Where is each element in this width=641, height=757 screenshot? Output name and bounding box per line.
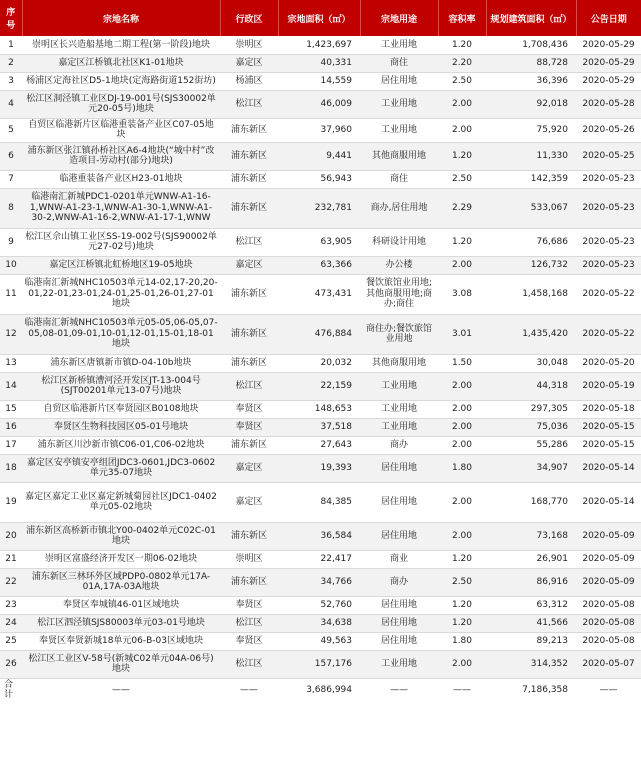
cell-gfa: 142,359 (486, 170, 576, 188)
cell-district: 崇明区 (220, 36, 278, 54)
cell-name: 松江区新桥镇漕河泾开发区JT-13-004号(SJT00201单元13-07号)地块 (22, 372, 220, 400)
cell-use: 居住用地 (360, 482, 438, 522)
cell-date: 2020-05-29 (576, 36, 641, 54)
header-no: 序号 (0, 0, 22, 36)
cell-area: 40,331 (278, 54, 360, 72)
cell-area: 22,417 (278, 550, 360, 568)
cell-use: 工业用地 (360, 372, 438, 400)
cell-no: 8 (0, 188, 22, 228)
cell-district: 杨浦区 (220, 72, 278, 90)
cell-district: 奉贤区 (220, 596, 278, 614)
cell-use: 居住用地 (360, 596, 438, 614)
cell-ratio: 2.20 (438, 54, 486, 72)
cell-gfa: 88,728 (486, 54, 576, 72)
cell-no: 21 (0, 550, 22, 568)
cell-ratio: 1.20 (438, 596, 486, 614)
header-gfa: 规划建筑面积（㎡） (486, 0, 576, 36)
cell-district: 浦东新区 (220, 436, 278, 454)
cell-gfa: 63,312 (486, 596, 576, 614)
cell-district: 浦东新区 (220, 274, 278, 314)
header-date: 公告日期 (576, 0, 641, 36)
cell-name: 松江区佘山镇工业区SS-19-002号(SJS90002单元27-02号)地块 (22, 228, 220, 256)
table-row (0, 372, 641, 400)
cell-use: 工业用地 (360, 650, 438, 678)
cell-use: 商住 (360, 54, 438, 72)
cell-name: 崇明区长兴造船基地二期工程(第一阶段)地块 (22, 36, 220, 54)
cell-date: 2020-05-08 (576, 596, 641, 614)
cell-ratio: 1.20 (438, 228, 486, 256)
table-row (0, 482, 641, 522)
cell-area: 49,563 (278, 632, 360, 650)
cell-area: 27,643 (278, 436, 360, 454)
cell-use: 工业用地 (360, 36, 438, 54)
table-row (0, 314, 641, 354)
cell-area: 52,760 (278, 596, 360, 614)
cell-area: 34,638 (278, 614, 360, 632)
cell-no: 22 (0, 568, 22, 596)
cell-ratio: 3.08 (438, 274, 486, 314)
cell-area: 22,159 (278, 372, 360, 400)
table-row (0, 228, 641, 256)
cell-date: 2020-05-15 (576, 418, 641, 436)
cell-no: 12 (0, 314, 22, 354)
table-row (0, 170, 641, 188)
cell-ratio: 2.50 (438, 568, 486, 596)
total-date: —— (576, 678, 641, 702)
cell-no: 2 (0, 54, 22, 72)
cell-no: 13 (0, 354, 22, 372)
cell-use: 居住用地 (360, 632, 438, 650)
cell-name: 浦东新区张江镇孙桥社区A6-4地块(“城中村”改造项目-劳动村(部分)地块) (22, 142, 220, 170)
cell-ratio: 2.00 (438, 436, 486, 454)
cell-gfa: 44,318 (486, 372, 576, 400)
cell-gfa: 86,916 (486, 568, 576, 596)
table-row (0, 454, 641, 482)
cell-name: 临港重装备产业区H23-01地块 (22, 170, 220, 188)
table-row (0, 550, 641, 568)
cell-district: 浦东新区 (220, 142, 278, 170)
cell-no: 7 (0, 170, 22, 188)
cell-no: 14 (0, 372, 22, 400)
cell-no: 17 (0, 436, 22, 454)
cell-district: 松江区 (220, 372, 278, 400)
cell-name: 松江区工业区V-58号(新城C02单元04A-06号)地块 (22, 650, 220, 678)
header-use: 宗地用途 (360, 0, 438, 36)
cell-gfa: 55,286 (486, 436, 576, 454)
cell-ratio: 3.01 (438, 314, 486, 354)
cell-date: 2020-05-09 (576, 568, 641, 596)
cell-gfa: 36,396 (486, 72, 576, 90)
table-row (0, 274, 641, 314)
cell-no: 18 (0, 454, 22, 482)
cell-use: 其他商服用地 (360, 142, 438, 170)
cell-date: 2020-05-20 (576, 354, 641, 372)
cell-area: 34,766 (278, 568, 360, 596)
cell-gfa: 76,686 (486, 228, 576, 256)
cell-gfa: 89,213 (486, 632, 576, 650)
cell-name: 嘉定区江桥镇北社区K1-01地块 (22, 54, 220, 72)
cell-use: 商业 (360, 550, 438, 568)
cell-name: 自贸区临港新片区临港重装备产业区C07-05地块 (22, 118, 220, 142)
table-row (0, 118, 641, 142)
table-row (0, 614, 641, 632)
cell-no: 15 (0, 400, 22, 418)
cell-name: 杨浦区定海社区D5-1地块(定海路街道152街坊) (22, 72, 220, 90)
cell-no: 19 (0, 482, 22, 522)
cell-area: 157,176 (278, 650, 360, 678)
cell-name: 浦东新区三林环外区域PDP0-0802单元17A-01A,17A-03A地块 (22, 568, 220, 596)
header-area: 宗地面积（㎡） (278, 0, 360, 36)
cell-ratio: 2.00 (438, 256, 486, 274)
cell-gfa: 75,036 (486, 418, 576, 436)
cell-use: 居住用地 (360, 454, 438, 482)
cell-gfa: 11,330 (486, 142, 576, 170)
cell-district: 浦东新区 (220, 314, 278, 354)
cell-ratio: 2.50 (438, 170, 486, 188)
table-row (0, 72, 641, 90)
cell-district: 嘉定区 (220, 54, 278, 72)
cell-date: 2020-05-09 (576, 522, 641, 550)
cell-use: 餐饮旅馆业用地;其他商服用地;商办;商住 (360, 274, 438, 314)
cell-date: 2020-05-08 (576, 632, 641, 650)
cell-district: 浦东新区 (220, 170, 278, 188)
cell-district: 嘉定区 (220, 482, 278, 522)
table-row (0, 650, 641, 678)
total-gfa: 7,186,358 (486, 678, 576, 702)
cell-area: 1,423,697 (278, 36, 360, 54)
cell-date: 2020-05-23 (576, 228, 641, 256)
cell-gfa: 1,458,168 (486, 274, 576, 314)
cell-use: 科研设计用地 (360, 228, 438, 256)
cell-gfa: 1,435,420 (486, 314, 576, 354)
cell-name: 嘉定区嘉定工业区嘉定新城菊园社区JDC1-0402单元05-02地块 (22, 482, 220, 522)
cell-name: 奉贤区生物科技园区05-01号地块 (22, 418, 220, 436)
cell-ratio: 2.00 (438, 522, 486, 550)
cell-date: 2020-05-29 (576, 54, 641, 72)
cell-area: 19,393 (278, 454, 360, 482)
cell-area: 20,032 (278, 354, 360, 372)
cell-district: 松江区 (220, 650, 278, 678)
table-row (0, 400, 641, 418)
cell-ratio: 2.50 (438, 72, 486, 90)
total-row (0, 678, 641, 702)
cell-name: 临港南汇新城NHC10503单元14-02,17-20,20-01,22-01,23-01,24-01,25-01,26-01,27-01地块 (22, 274, 220, 314)
cell-name: 奉贤区奉贤新城18单元06-B-03区域地块 (22, 632, 220, 650)
cell-district: 松江区 (220, 90, 278, 118)
cell-gfa: 314,352 (486, 650, 576, 678)
cell-district: 松江区 (220, 228, 278, 256)
cell-date: 2020-05-22 (576, 314, 641, 354)
total-use: —— (360, 678, 438, 702)
cell-name: 崇明区富盛经济开发区一期06-02地块 (22, 550, 220, 568)
cell-use: 工业用地 (360, 418, 438, 436)
cell-use: 工业用地 (360, 400, 438, 418)
cell-area: 473,431 (278, 274, 360, 314)
cell-gfa: 26,901 (486, 550, 576, 568)
cell-gfa: 126,732 (486, 256, 576, 274)
cell-ratio: 1.80 (438, 632, 486, 650)
cell-district: 松江区 (220, 614, 278, 632)
cell-gfa: 297,305 (486, 400, 576, 418)
cell-district: 奉贤区 (220, 418, 278, 436)
cell-no: 9 (0, 228, 22, 256)
cell-district: 浦东新区 (220, 354, 278, 372)
cell-gfa: 73,168 (486, 522, 576, 550)
cell-name: 浦东新区高桥新市镇北Y00-0402单元C02C-01地块 (22, 522, 220, 550)
cell-district: 浦东新区 (220, 568, 278, 596)
table-row (0, 256, 641, 274)
total-name: —— (22, 678, 220, 702)
cell-date: 2020-05-07 (576, 650, 641, 678)
cell-date: 2020-05-14 (576, 454, 641, 482)
cell-gfa: 92,018 (486, 90, 576, 118)
cell-area: 84,385 (278, 482, 360, 522)
table-row (0, 418, 641, 436)
cell-ratio: 1.50 (438, 354, 486, 372)
cell-no: 4 (0, 90, 22, 118)
cell-use: 居住用地 (360, 72, 438, 90)
cell-no: 23 (0, 596, 22, 614)
table-row (0, 188, 641, 228)
table-row (0, 354, 641, 372)
cell-date: 2020-05-28 (576, 90, 641, 118)
cell-use: 商住 (360, 170, 438, 188)
table-row (0, 90, 641, 118)
table-row (0, 36, 641, 54)
total-ratio: —— (438, 678, 486, 702)
cell-district: 浦东新区 (220, 188, 278, 228)
cell-ratio: 1.20 (438, 550, 486, 568)
cell-date: 2020-05-29 (576, 72, 641, 90)
cell-date: 2020-05-19 (576, 372, 641, 400)
cell-date: 2020-05-22 (576, 274, 641, 314)
total-district: —— (220, 678, 278, 702)
header-district: 行政区 (220, 0, 278, 36)
cell-name: 临港南汇新城PDC1-0201单元WNW-A1-16-1,WNW-A1-23-1,WNW-A1-30-1,WNW-A1-30-2,WNW-A1-16-2,WNW-A1-17-1,WNW (22, 188, 220, 228)
cell-ratio: 2.00 (438, 118, 486, 142)
cell-use: 居住用地 (360, 614, 438, 632)
cell-name: 嘉定区安亭镇安亭组团JDC3-0601,JDC3-0602单元35-07地块 (22, 454, 220, 482)
cell-area: 63,905 (278, 228, 360, 256)
cell-use: 商办 (360, 568, 438, 596)
cell-date: 2020-05-23 (576, 188, 641, 228)
cell-use: 商住办;餐饮旅馆业用地 (360, 314, 438, 354)
cell-ratio: 2.00 (438, 90, 486, 118)
cell-name: 松江区洞泾镇工业区DJ-19-001号(SJS30002单元20-05号)地块 (22, 90, 220, 118)
cell-no: 1 (0, 36, 22, 54)
cell-no: 5 (0, 118, 22, 142)
total-label: 合计 (0, 678, 22, 702)
cell-ratio: 1.20 (438, 614, 486, 632)
cell-area: 56,943 (278, 170, 360, 188)
cell-gfa: 1,708,436 (486, 36, 576, 54)
header-name: 宗地名称 (22, 0, 220, 36)
table-row (0, 436, 641, 454)
cell-no: 26 (0, 650, 22, 678)
cell-area: 37,960 (278, 118, 360, 142)
cell-date: 2020-05-09 (576, 550, 641, 568)
cell-ratio: 1.80 (438, 454, 486, 482)
cell-district: 嘉定区 (220, 256, 278, 274)
cell-gfa: 168,770 (486, 482, 576, 522)
cell-ratio: 1.20 (438, 142, 486, 170)
cell-date: 2020-05-23 (576, 256, 641, 274)
table-row (0, 142, 641, 170)
cell-date: 2020-05-25 (576, 142, 641, 170)
cell-use: 商办,居住用地 (360, 188, 438, 228)
cell-gfa: 41,566 (486, 614, 576, 632)
table-row (0, 632, 641, 650)
cell-use: 商办 (360, 436, 438, 454)
cell-gfa: 533,067 (486, 188, 576, 228)
cell-district: 崇明区 (220, 550, 278, 568)
cell-use: 居住用地 (360, 522, 438, 550)
header-ratio: 容积率 (438, 0, 486, 36)
cell-no: 10 (0, 256, 22, 274)
cell-name: 浦东新区川沙新市镇C06-01,C06-02地块 (22, 436, 220, 454)
cell-gfa: 75,920 (486, 118, 576, 142)
cell-gfa: 34,907 (486, 454, 576, 482)
cell-ratio: 2.00 (438, 650, 486, 678)
cell-ratio: 2.00 (438, 400, 486, 418)
cell-area: 9,441 (278, 142, 360, 170)
table-row (0, 568, 641, 596)
cell-use: 工业用地 (360, 90, 438, 118)
cell-no: 16 (0, 418, 22, 436)
cell-area: 36,584 (278, 522, 360, 550)
cell-district: 奉贤区 (220, 400, 278, 418)
header-row (0, 0, 641, 36)
table-row (0, 522, 641, 550)
cell-ratio: 2.29 (438, 188, 486, 228)
cell-ratio: 2.00 (438, 418, 486, 436)
cell-no: 25 (0, 632, 22, 650)
cell-no: 24 (0, 614, 22, 632)
cell-date: 2020-05-18 (576, 400, 641, 418)
cell-area: 232,781 (278, 188, 360, 228)
table-row (0, 596, 641, 614)
cell-area: 148,653 (278, 400, 360, 418)
cell-area: 476,884 (278, 314, 360, 354)
cell-name: 松江区泗泾镇SJS80003单元03-01号地块 (22, 614, 220, 632)
cell-name: 临港南汇新城NHC10503单元05-05,06-05,07-05,08-01,09-01,10-01,12-01,15-01,18-01地块 (22, 314, 220, 354)
cell-district: 嘉定区 (220, 454, 278, 482)
cell-use: 办公楼 (360, 256, 438, 274)
cell-date: 2020-05-26 (576, 118, 641, 142)
cell-name: 嘉定区江桥镇北虹桥地区19-05地块 (22, 256, 220, 274)
cell-area: 37,518 (278, 418, 360, 436)
table-row (0, 54, 641, 72)
cell-gfa: 30,048 (486, 354, 576, 372)
cell-date: 2020-05-15 (576, 436, 641, 454)
cell-no: 3 (0, 72, 22, 90)
cell-date: 2020-05-08 (576, 614, 641, 632)
cell-area: 63,366 (278, 256, 360, 274)
cell-use: 其他商服用地 (360, 354, 438, 372)
cell-name: 自贸区临港新片区奉贤园区B0108地块 (22, 400, 220, 418)
cell-area: 14,559 (278, 72, 360, 90)
cell-district: 浦东新区 (220, 522, 278, 550)
cell-district: 浦东新区 (220, 118, 278, 142)
cell-ratio: 1.20 (438, 36, 486, 54)
total-area: 3,686,994 (278, 678, 360, 702)
cell-date: 2020-05-23 (576, 170, 641, 188)
cell-name: 浦东新区唐镇新市镇D-04-10b地块 (22, 354, 220, 372)
cell-no: 6 (0, 142, 22, 170)
cell-ratio: 2.00 (438, 372, 486, 400)
cell-no: 20 (0, 522, 22, 550)
cell-name: 奉贤区奉城镇46-01区域地块 (22, 596, 220, 614)
cell-district: 奉贤区 (220, 632, 278, 650)
cell-use: 工业用地 (360, 118, 438, 142)
cell-no: 11 (0, 274, 22, 314)
cell-area: 46,009 (278, 90, 360, 118)
cell-ratio: 2.00 (438, 482, 486, 522)
cell-date: 2020-05-14 (576, 482, 641, 522)
